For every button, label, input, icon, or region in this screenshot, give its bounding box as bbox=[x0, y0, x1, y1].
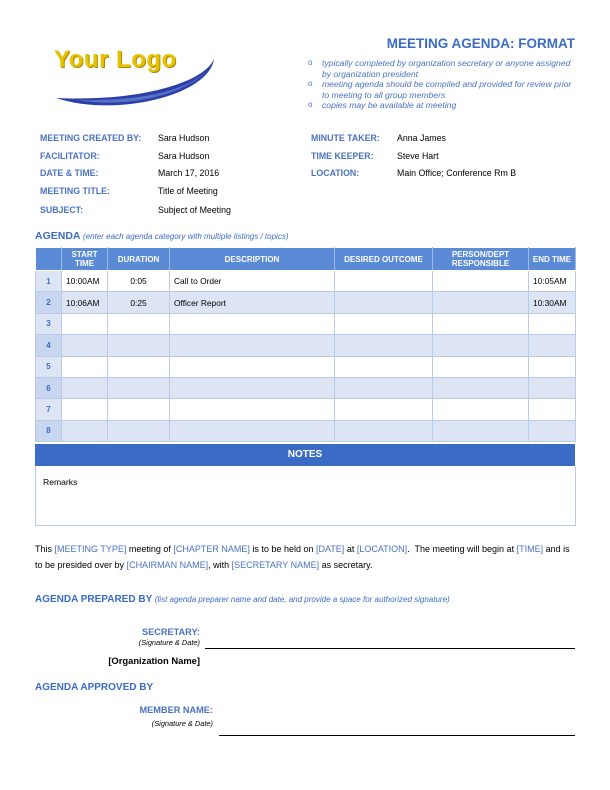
table-row bbox=[36, 399, 576, 420]
instructions-list bbox=[306, 58, 578, 111]
secretary-sig-sub: (Signature & Date) bbox=[138, 638, 200, 647]
row-number: 4 bbox=[36, 335, 62, 356]
description-cell[interactable]: Call to Order bbox=[170, 271, 335, 292]
page-title: MEETING AGENDA: FORMAT bbox=[386, 36, 575, 51]
person-cell[interactable] bbox=[433, 399, 529, 420]
table-row bbox=[36, 377, 576, 398]
date-time-label: DATE & TIME: bbox=[40, 168, 99, 178]
outcome-cell[interactable] bbox=[335, 271, 433, 292]
start-time-cell[interactable]: 10:06AM bbox=[62, 292, 108, 313]
location-label: LOCATION: bbox=[311, 168, 360, 178]
table-row bbox=[36, 313, 576, 334]
meeting-created-by-label: MEETING CREATED BY: bbox=[40, 133, 142, 143]
start-time-cell[interactable] bbox=[62, 356, 108, 377]
end-time-cell[interactable] bbox=[529, 313, 576, 334]
notes-header: NOTES bbox=[35, 444, 575, 466]
duration-cell[interactable] bbox=[108, 313, 170, 334]
person-cell[interactable] bbox=[433, 356, 529, 377]
para-text: . The meeting will begin at bbox=[407, 544, 517, 554]
chairman-name-placeholder[interactable]: [CHAIRMAN NAME] bbox=[126, 560, 209, 570]
col-header-desired-outcome: DESIRED OUTCOME bbox=[335, 248, 433, 271]
row-number: 7 bbox=[36, 399, 62, 420]
facilitator-value[interactable]: Sara Hudson bbox=[158, 151, 210, 161]
duration-cell[interactable]: 0:25 bbox=[108, 292, 170, 313]
duration-cell[interactable] bbox=[108, 377, 170, 398]
end-time-cell[interactable] bbox=[529, 377, 576, 398]
para-text: , with bbox=[208, 560, 232, 570]
table-row bbox=[36, 356, 576, 377]
para-text: is to be held on bbox=[249, 544, 316, 554]
row-number: 8 bbox=[36, 420, 62, 441]
person-cell[interactable] bbox=[433, 271, 529, 292]
agenda-title: AGENDA bbox=[35, 230, 81, 242]
location-value[interactable]: Main Office; Conference Rm B bbox=[397, 168, 517, 178]
outcome-cell[interactable] bbox=[335, 292, 433, 313]
start-time-cell[interactable] bbox=[62, 420, 108, 441]
date-time-value[interactable]: March 17, 2016 bbox=[158, 168, 220, 178]
start-time-cell[interactable] bbox=[62, 335, 108, 356]
organization-name: [Organization Name] bbox=[108, 655, 200, 666]
outcome-cell[interactable] bbox=[335, 356, 433, 377]
prepared-by-heading bbox=[35, 594, 450, 605]
end-time-cell[interactable] bbox=[529, 420, 576, 441]
subject-label: SUBJECT: bbox=[40, 205, 84, 215]
row-number: 3 bbox=[36, 313, 62, 334]
instruction-item: o meeting agenda should be compiled and provided for review prior to meeting to all group members bbox=[306, 79, 578, 100]
approved-by-heading bbox=[35, 682, 153, 693]
agenda-heading bbox=[35, 230, 288, 242]
row-number: 1 bbox=[36, 271, 62, 292]
agenda-note: (enter each agenda category with multiple listings / topics) bbox=[83, 232, 289, 241]
end-time-cell[interactable] bbox=[529, 335, 576, 356]
description-cell[interactable] bbox=[170, 335, 335, 356]
duration-cell[interactable]: 0:05 bbox=[108, 271, 170, 292]
para-text: This bbox=[35, 544, 55, 554]
member-name-label: MEMBER NAME: bbox=[139, 705, 213, 715]
description-cell[interactable]: Officer Report bbox=[170, 292, 335, 313]
description-cell[interactable] bbox=[170, 420, 335, 441]
remarks-text: Remarks bbox=[43, 477, 78, 487]
description-cell[interactable] bbox=[170, 356, 335, 377]
outcome-cell[interactable] bbox=[335, 335, 433, 356]
description-cell[interactable] bbox=[170, 313, 335, 334]
end-time-cell[interactable]: 10:05AM bbox=[529, 271, 576, 292]
person-cell[interactable] bbox=[433, 313, 529, 334]
col-header-duration: DURATION bbox=[108, 248, 170, 271]
logo-text: Your Logo bbox=[54, 46, 177, 73]
secretary-label: SECRETARY: bbox=[141, 627, 200, 637]
meeting-paragraph bbox=[35, 541, 575, 573]
row-number: 2 bbox=[36, 292, 62, 313]
para-text: at bbox=[344, 544, 357, 554]
person-cell[interactable] bbox=[433, 420, 529, 441]
facilitator-label: FACILITATOR: bbox=[40, 151, 100, 161]
table-row bbox=[36, 335, 576, 356]
outcome-cell[interactable] bbox=[335, 313, 433, 334]
para-text: as secretary. bbox=[319, 560, 373, 570]
duration-cell[interactable] bbox=[108, 335, 170, 356]
instruction-item: o copies may be available at meeting bbox=[306, 100, 578, 111]
start-time-cell[interactable] bbox=[62, 377, 108, 398]
outcome-cell[interactable] bbox=[335, 377, 433, 398]
start-time-cell[interactable] bbox=[62, 399, 108, 420]
table-row bbox=[36, 292, 576, 313]
description-cell[interactable] bbox=[170, 399, 335, 420]
table-header-row bbox=[36, 248, 576, 271]
col-header-num bbox=[36, 248, 62, 271]
para-text: meeting of bbox=[126, 544, 174, 554]
meeting-title-value[interactable]: Title of Meeting bbox=[158, 186, 218, 196]
person-cell[interactable] bbox=[433, 377, 529, 398]
date-placeholder[interactable]: [DATE] bbox=[315, 544, 345, 554]
table-row bbox=[36, 271, 576, 292]
description-cell[interactable] bbox=[170, 377, 335, 398]
notes-box[interactable] bbox=[35, 466, 576, 526]
col-header-person-responsible: PERSON/DEPT RESPONSIBLE bbox=[433, 248, 529, 271]
row-number: 6 bbox=[36, 377, 62, 398]
subject-value[interactable]: Subject of Meeting bbox=[158, 205, 231, 215]
prepared-by-title: AGENDA PREPARED BY bbox=[35, 594, 153, 605]
table-row bbox=[36, 420, 576, 441]
time-keeper-value[interactable]: Steve Hart bbox=[397, 151, 439, 161]
row-number: 5 bbox=[36, 356, 62, 377]
duration-cell[interactable] bbox=[108, 420, 170, 441]
location-placeholder[interactable]: [LOCATION] bbox=[356, 544, 408, 554]
prepared-by-note: (list agenda preparer name and date, and provide a space for authorized signature) bbox=[154, 595, 450, 604]
person-cell[interactable] bbox=[433, 292, 529, 313]
person-cell[interactable] bbox=[433, 335, 529, 356]
col-header-end-time: END TIME bbox=[529, 248, 576, 271]
outcome-cell[interactable] bbox=[335, 399, 433, 420]
chapter-name-placeholder[interactable]: [CHAPTER NAME] bbox=[173, 544, 250, 554]
approved-by-title: AGENDA APPROVED BY bbox=[35, 682, 154, 693]
secretary-name-placeholder[interactable]: [SECRETARY NAME] bbox=[231, 560, 320, 570]
start-time-cell[interactable] bbox=[62, 313, 108, 334]
end-time-cell[interactable]: 10:30AM bbox=[529, 292, 576, 313]
agenda-table bbox=[35, 247, 576, 442]
meeting-title-label: MEETING TITLE: bbox=[40, 186, 110, 196]
minute-taker-label: MINUTE TAKER: bbox=[311, 133, 380, 143]
time-placeholder[interactable]: [TIME] bbox=[516, 544, 544, 554]
para-text: and is to be presided over by bbox=[35, 544, 570, 570]
meeting-type-placeholder[interactable]: [MEETING TYPE] bbox=[54, 544, 127, 554]
instruction-item: o typically completed by organization secretary or anyone assigned by organization president bbox=[306, 58, 578, 79]
secretary-signature-line[interactable] bbox=[205, 648, 575, 649]
col-header-start-time: START TIME bbox=[62, 248, 108, 271]
duration-cell[interactable] bbox=[108, 356, 170, 377]
time-keeper-label: TIME KEEPER: bbox=[311, 151, 374, 161]
minute-taker-value[interactable]: Anna James bbox=[397, 133, 446, 143]
start-time-cell[interactable]: 10:00AM bbox=[62, 271, 108, 292]
end-time-cell[interactable] bbox=[529, 356, 576, 377]
logo bbox=[36, 40, 226, 110]
meeting-created-by-value[interactable]: Sara Hudson bbox=[158, 133, 210, 143]
end-time-cell[interactable] bbox=[529, 399, 576, 420]
member-signature-line[interactable] bbox=[219, 735, 575, 736]
col-header-description: DESCRIPTION bbox=[170, 248, 335, 271]
outcome-cell[interactable] bbox=[335, 420, 433, 441]
member-sig-sub: (Signature & Date) bbox=[151, 719, 213, 728]
duration-cell[interactable] bbox=[108, 399, 170, 420]
